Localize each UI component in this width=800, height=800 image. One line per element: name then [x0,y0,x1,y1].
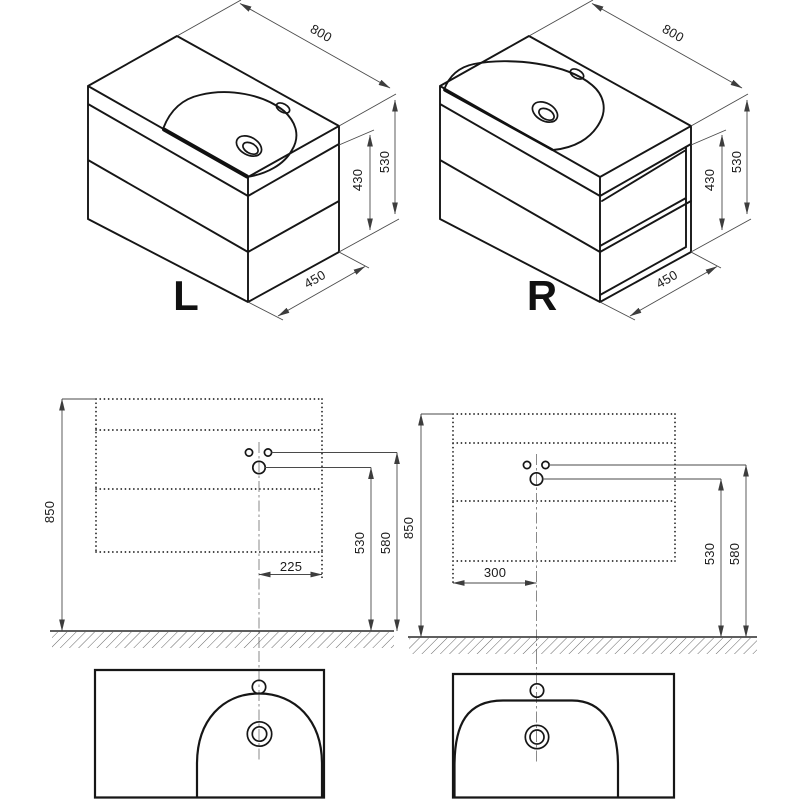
drain-hole-outer [529,98,561,126]
washbasin-outline [453,674,674,798]
dim-label-drain-height: 530 [702,542,717,566]
drain-hole-inner [537,106,556,123]
front-view-l [42,399,397,656]
top-view-r [453,653,674,798]
supply-hole-left [523,461,530,468]
basin-front-edge [164,130,247,177]
dim-label-width: 800 [659,21,687,46]
cabinet-dashed-outline [96,399,322,578]
dim-extension-lines [62,399,397,468]
washbasin-outline [95,670,324,798]
floor-hatch [409,638,757,654]
front-view-r [401,414,757,660]
dim-label-center-offset: 225 [279,559,303,574]
sink-basin-outline [444,61,604,150]
iso-view-l [88,0,399,320]
dim-label-height-floor: 850 [42,500,57,524]
top-view-l [95,651,324,798]
dim-label-body-height: 430 [702,168,717,192]
dim-label-depth: 450 [301,267,329,292]
drain-hole-inner [241,140,260,157]
dim-line-width [240,4,390,89]
cabinet-dashed-outline [453,414,675,586]
supply-hole-left [245,449,252,456]
dim-label-supply-height: 580 [378,531,393,555]
view-letter-r: R [526,272,558,319]
faucet-hole [569,67,586,81]
dim-label-height-floor: 850 [401,516,416,540]
dim-label-supply-height: 580 [727,542,742,566]
supply-hole-right [542,461,549,468]
dim-label-depth: 450 [653,267,681,292]
dim-label-height: 530 [729,150,744,174]
dim-extension-lines [177,0,399,320]
dim-label-width: 800 [307,21,335,46]
faucet-hole [275,101,292,115]
supply-hole-right [264,449,271,456]
basin-front-edge [445,91,552,150]
view-letter-l: L [173,272,199,319]
dim-label-body-height: 430 [350,168,365,192]
floor-hatch [52,632,394,648]
dim-label-drain-height: 530 [352,531,367,555]
cabinet-carcass [88,36,339,302]
iso-view-r [440,0,751,320]
dim-label-height: 530 [377,150,392,174]
dim-label-center-offset: 300 [483,565,507,580]
drain-hole-outer [233,132,265,160]
dim-line-width [592,4,742,89]
dim-extension-lines [421,414,746,479]
